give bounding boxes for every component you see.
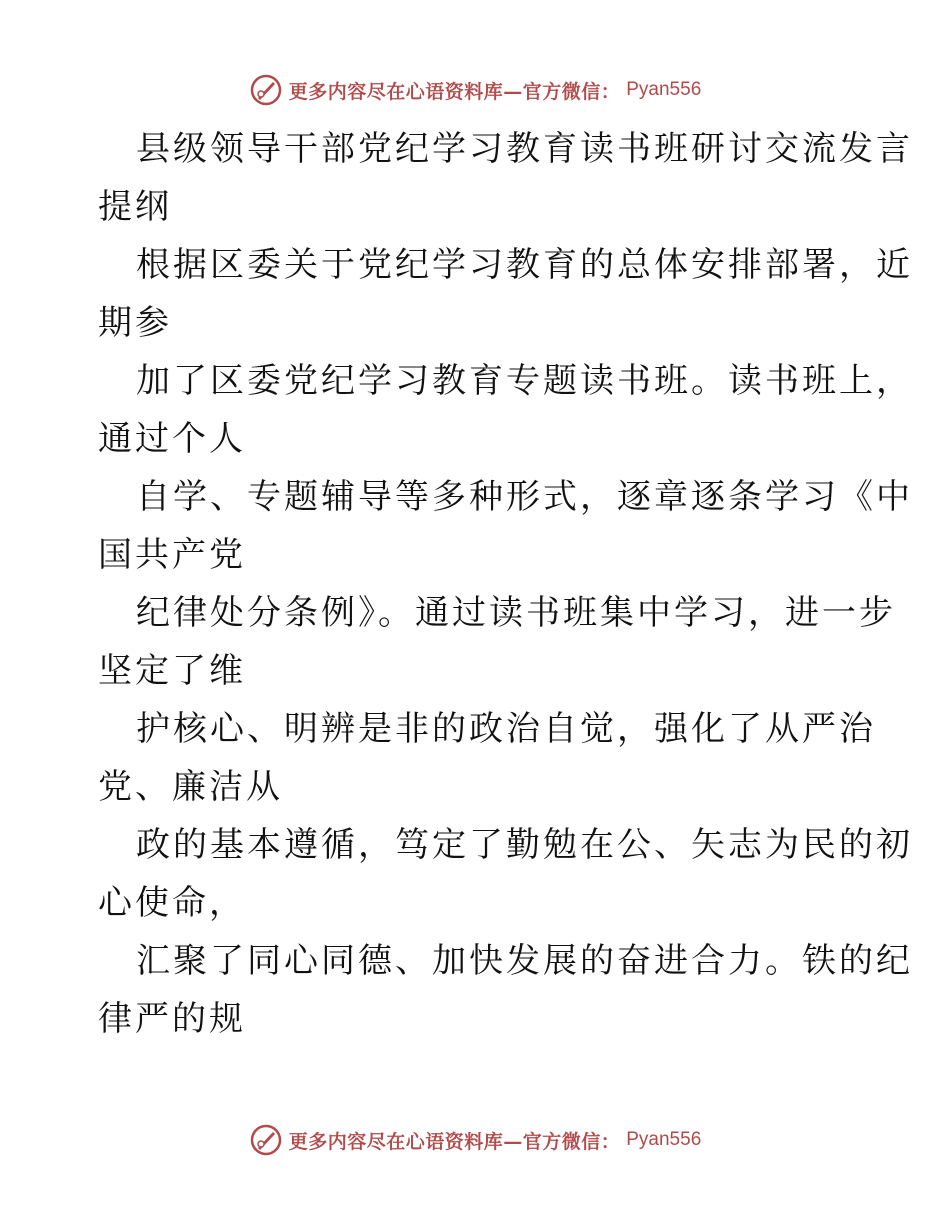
paragraph-line: 加了区委党纪学习教育专题读书班。读书班上，	[136, 361, 913, 401]
paragraph-line: 通过个人	[98, 419, 246, 459]
paragraph-line: 汇聚了同心同德、加快发展的奋进合力。铁的纪	[136, 941, 913, 981]
quill-circle-icon	[249, 73, 283, 107]
title-line-2: 提纲	[98, 187, 172, 227]
paragraph-line: 党、廉洁从	[98, 767, 283, 807]
paragraph-line: 心使命，	[98, 883, 246, 923]
paragraph-line: 纪律处分条例》。通过读书班集中学习，进一步	[136, 593, 896, 633]
watermark-wechat-id: Pyan556	[626, 79, 702, 100]
quill-circle-icon	[249, 1123, 283, 1157]
title-line-1: 县级领导干部党纪学习教育读书班研讨交流发言	[136, 129, 913, 169]
footer-watermark	[0, 1120, 950, 1160]
paragraph-line: 护核心、明辨是非的政治自觉，强化了从严治	[136, 709, 876, 749]
watermark-text: 更多内容尽在心语资料库—官方微信：	[288, 80, 621, 103]
watermark-wechat-id: Pyan556	[626, 1129, 702, 1150]
paragraph-line: 政的基本遵循，笃定了勤勉在公、矢志为民的初	[136, 825, 913, 865]
paragraph-line: 律严的规	[98, 999, 246, 1039]
paragraph-line: 自学、专题辅导等多种形式，逐章逐条学习《中	[136, 477, 913, 517]
header-watermark	[0, 70, 950, 110]
paragraph-line: 国共产党	[98, 535, 246, 575]
watermark-text: 更多内容尽在心语资料库—官方微信：	[288, 1130, 621, 1153]
paragraph-line: 期参	[98, 303, 172, 343]
paragraph-line: 根据区委关于党纪学习教育的总体安排部署，近	[136, 245, 913, 285]
paragraph-line: 坚定了维	[98, 651, 246, 691]
document-body	[98, 120, 913, 1048]
